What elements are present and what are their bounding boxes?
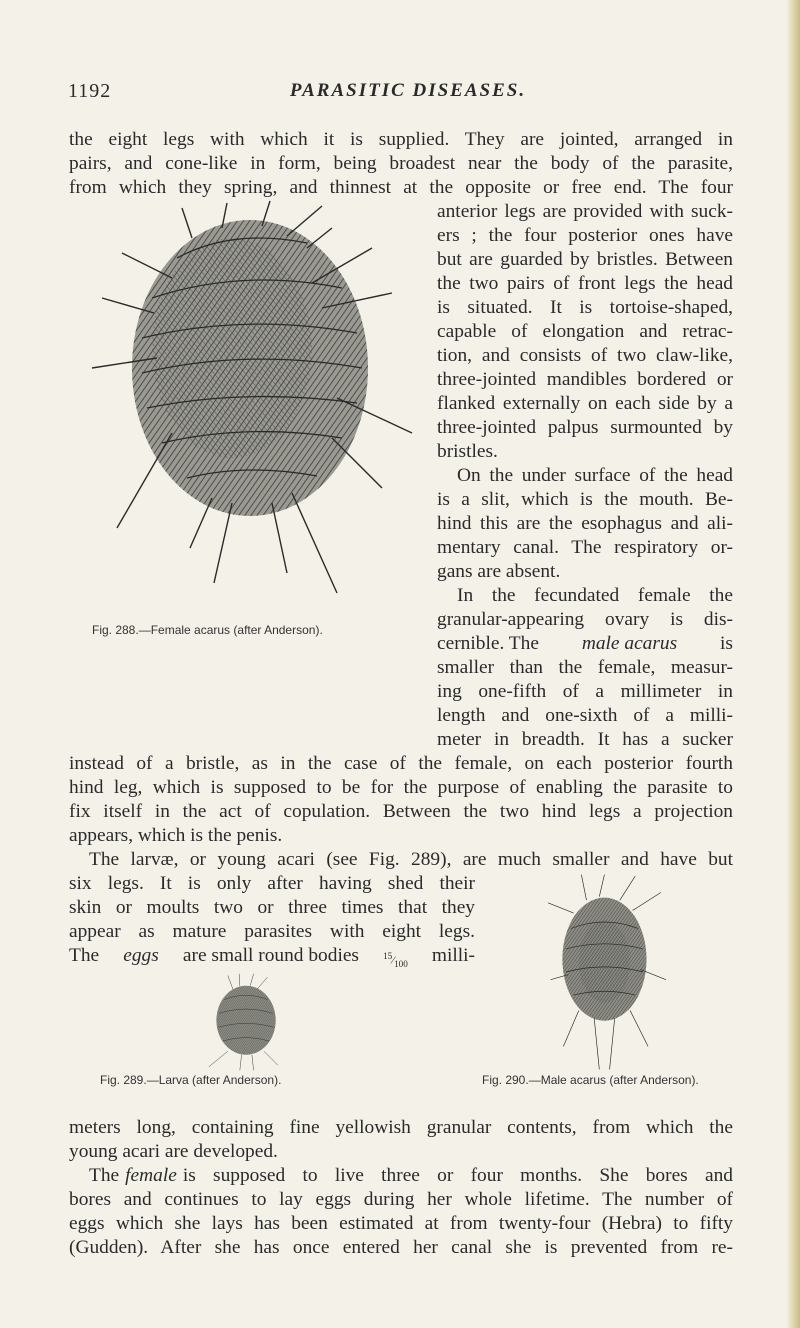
male-line-end: is — [720, 633, 733, 654]
body-line: the eight legs with which it is supplied. They are jointed, arranged in — [69, 129, 733, 150]
body-line: six legs. It is only after having shed their — [69, 873, 475, 894]
body-line: but are guarded by bristles. Between — [437, 249, 733, 270]
female-acarus-illustration — [82, 198, 420, 598]
body-line: the two pairs of front legs the head — [437, 273, 733, 294]
page-edge — [786, 0, 800, 1328]
body-line: is situated. It is tortoise-shaped, — [437, 297, 733, 318]
figure-290-caption: Fig. 290.—Male acarus (after Anderson). — [482, 1073, 699, 1087]
body-line: young acari are developed. — [69, 1141, 278, 1162]
body-line: (Gudden). After she has once entered her canal she is prevented from re- — [69, 1237, 733, 1258]
body-line: appears, which is the penis. — [69, 825, 283, 846]
body-line: meters long, containing fine yellowish granular contents, from which the — [69, 1117, 733, 1138]
body-line-female — [89, 1164, 733, 1188]
larva-illustration — [100, 972, 390, 1072]
body-line: flanked externally on each side by a — [437, 393, 733, 414]
body-line: ers ; the four posterior ones have — [437, 225, 733, 246]
body-line: meter in breadth. It has a sucker — [437, 729, 733, 750]
body-line-eggs — [69, 944, 475, 968]
page-header — [68, 80, 748, 110]
body-line: pairs, and cone-like in form, being broadest near the body of the parasite, — [69, 153, 733, 174]
body-line: bores and continues to lay eggs during her whole lifetime. The number of — [69, 1189, 733, 1210]
body-line: tion, and consists of two claw-like, — [437, 345, 733, 366]
body-line: bristles. — [437, 441, 498, 462]
fraction: $^{15}⁄_{100}$ — [383, 951, 408, 969]
body-line: On the under surface of the head — [457, 465, 733, 486]
male-line-start: cernible. The — [437, 633, 539, 654]
eggs-line-post: milli- — [431, 945, 475, 966]
male-acarus-illustration — [482, 872, 732, 1072]
body-line: from which they spring, and thinnest at the opposite or free end. The four — [69, 177, 733, 198]
body-line: In the fecundated female the — [457, 585, 733, 606]
body-line: length and one-sixth of a milli- — [437, 705, 733, 726]
eggs-line-pre: The — [69, 945, 100, 966]
body-line: fix itself in the act of copulation. Between the two hind legs a projection — [69, 801, 733, 822]
eggs-line-mid: are small round bodies — [182, 945, 359, 966]
figure-288-caption: Fig. 288.—Female acarus (after Anderson). — [92, 623, 323, 637]
body-line: three-jointed mandibles bordered or — [437, 369, 733, 390]
body-line: smaller than the female, measur- — [437, 657, 733, 678]
body-line-male-acarus — [437, 632, 733, 656]
body-line: capable of elongation and retrac- — [437, 321, 733, 342]
body-line: appear as mature parasites with eight legs. — [69, 921, 475, 942]
body-line: anterior legs are provided with suck- — [437, 201, 733, 222]
female-line-pre: The — [89, 1165, 120, 1186]
female-line-rest: is supposed to live three or four months. She bores and — [182, 1165, 733, 1186]
figure-289-caption: Fig. 289.—Larva (after Anderson). — [100, 1073, 282, 1087]
body-line: gans are absent. — [437, 561, 561, 582]
body-line: ing one-fifth of a millimeter in — [437, 681, 733, 702]
body-line: instead of a bristle, as in the case of the female, on each posterior fourth — [69, 753, 733, 774]
male-acarus-term: male acarus — [581, 633, 678, 654]
body-line: hind this are the esophagus and ali- — [437, 513, 733, 534]
body-line: three-jointed palpus surmounted by — [437, 417, 733, 438]
eggs-term: eggs — [123, 945, 159, 966]
body-line: eggs which she lays has been estimated at from twenty-four (Hebra) to fifty — [69, 1213, 733, 1234]
page-number: 1192 — [68, 80, 112, 102]
body-line: granular-appearing ovary is dis- — [437, 609, 733, 630]
body-line: is a slit, which is the mouth. Be- — [437, 489, 733, 510]
body-line: hind leg, which is supposed to be for the purpose of enabling the parasite to — [69, 777, 733, 798]
body-line: The larvæ, or young acari (see Fig. 289), are much smaller and have but — [89, 849, 733, 870]
body-line: skin or moults two or three times that they — [69, 897, 475, 918]
body-line: mentary canal. The respiratory or- — [437, 537, 733, 558]
running-title: PARASITIC DISEASES. — [289, 80, 527, 101]
female-term: female — [125, 1165, 177, 1186]
